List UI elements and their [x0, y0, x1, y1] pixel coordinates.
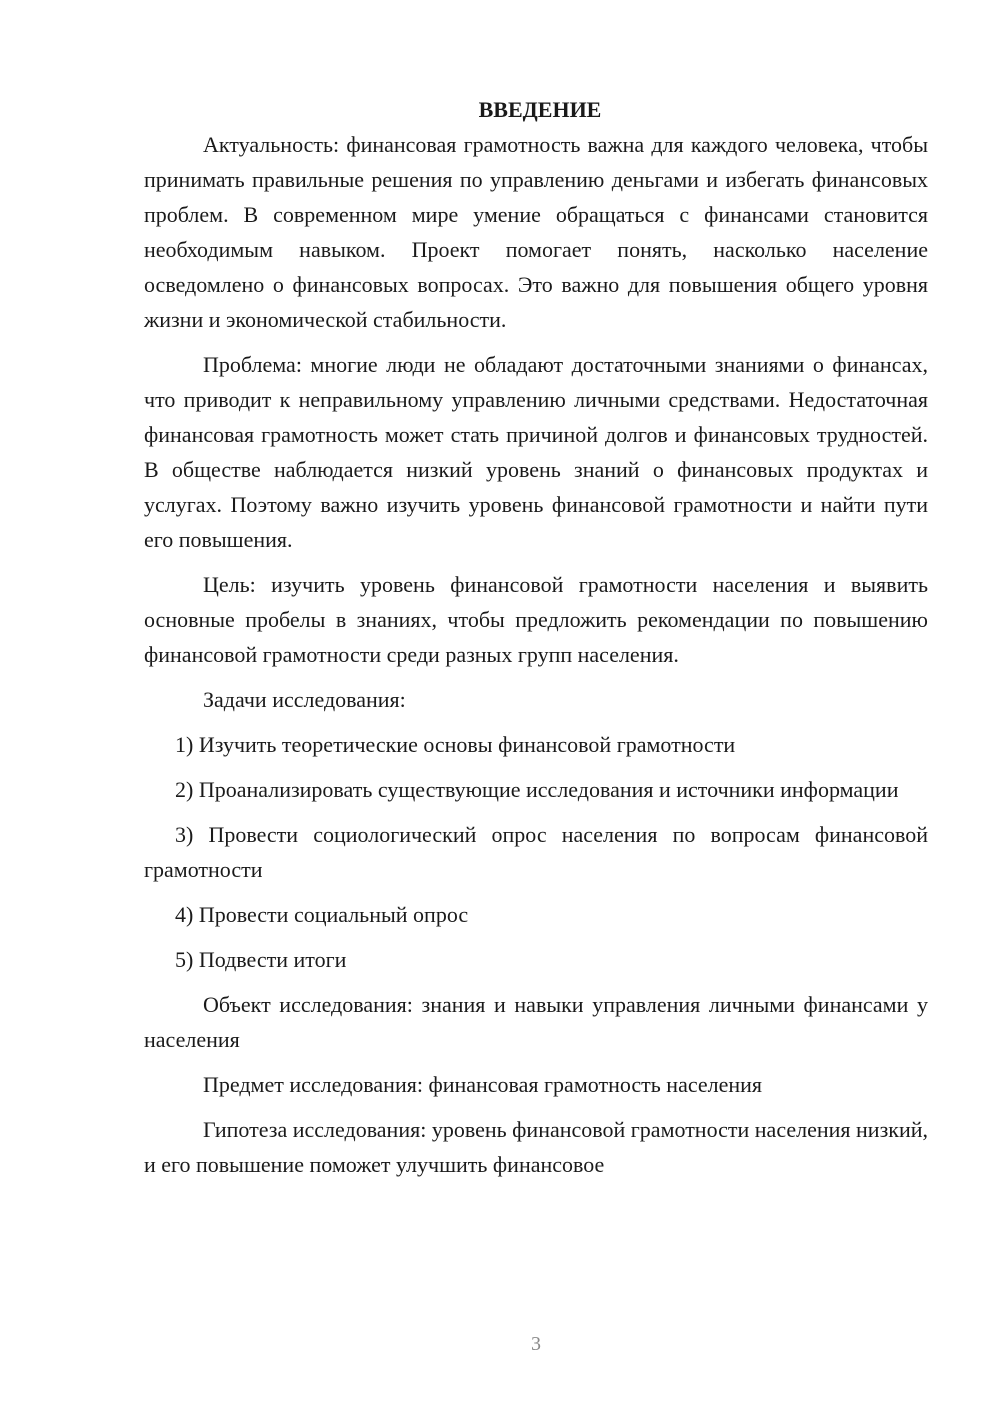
task-item-4: 4) Провести социальный опрос — [175, 902, 469, 927]
tasks-label: Задачи исследования: — [203, 687, 406, 712]
task-item-3: 3) Провести социологический опрос населения по вопросам финансовой грамотности — [144, 822, 928, 882]
document-page — [144, 92, 928, 1182]
task-item-1: 1) Изучить теоретические основы финансовой грамотности — [175, 732, 736, 757]
task-item-5: 5) Подвести итоги — [175, 947, 347, 972]
task-item-2: 2) Проанализировать существующие исследования и источники информации — [175, 777, 899, 802]
paragraph-object: Объект исследования: знания и навыки управления личными финансами у населения — [144, 992, 928, 1052]
paragraph-relevance: Актуальность: финансовая грамотность важна для каждого человека, чтобы принимать правильные решения по управлению деньгами и избегать финансовых проблем. В современном мире умение обращаться с финансами становится необходимым навыком. Проект помогает понять, насколько население осведомлено о финансовых вопросах. Это важно для повышения общего уровня жизни и экономической стабильности. — [144, 132, 928, 332]
paragraph-goal: Цель: изучить уровень финансовой грамотности населения и выявить основные пробелы в знаниях, чтобы предложить рекомендации по повышению финансовой грамотности среди разных групп населения. — [144, 572, 928, 667]
page-number: 3 — [531, 1333, 541, 1355]
paragraph-problem: Проблема: многие люди не обладают достаточными знаниями о финансах, что приводит к неправильному управлению личными средствами. Недостаточная финансовая грамотность может стать причиной долгов и финансовых трудностей. В обществе наблюдается низкий уровень знаний о финансовых продуктах и услугах. Поэтому важно изучить уровень финансовой грамотности и найти пути его повышения. — [144, 352, 928, 552]
section-heading: ВВЕДЕНИЕ — [478, 97, 602, 122]
paragraph-subject: Предмет исследования: финансовая грамотность населения — [203, 1072, 763, 1097]
paragraph-hypothesis: Гипотеза исследования: уровень финансовой грамотности населения низкий, и его повышение поможет улучшить финансовое — [144, 1117, 929, 1177]
